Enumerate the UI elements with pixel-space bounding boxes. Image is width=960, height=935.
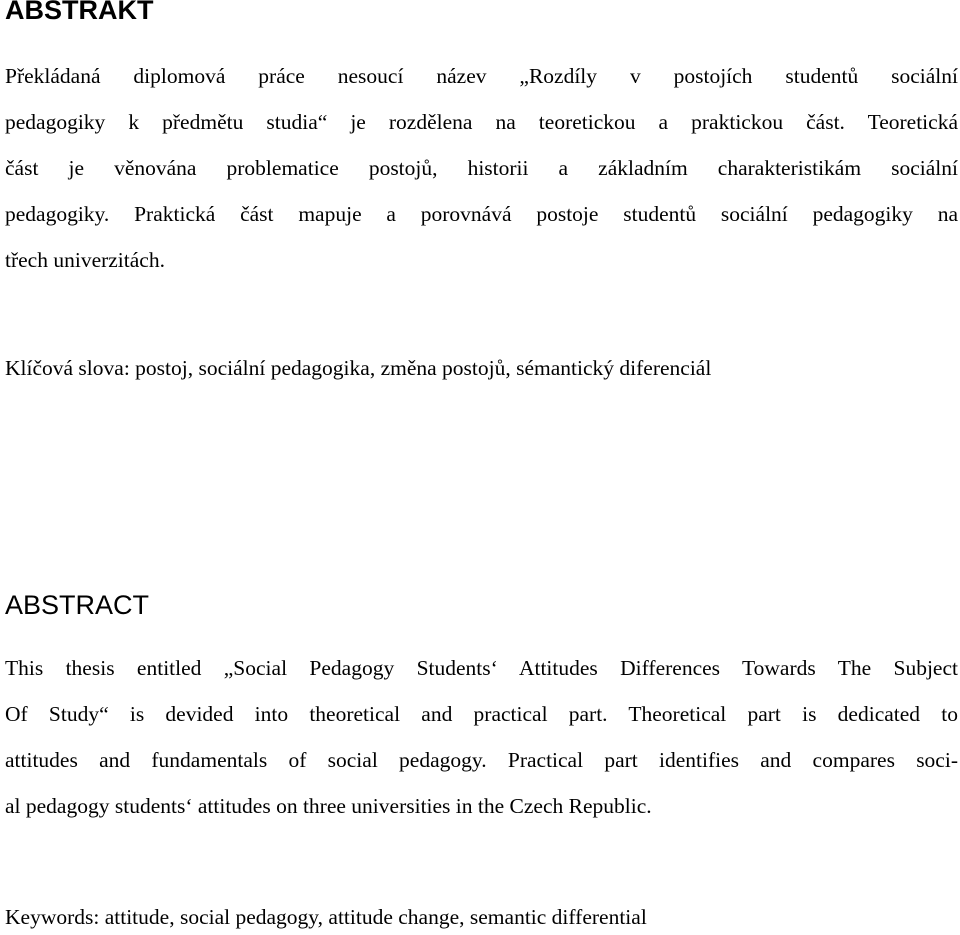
- paragraph-line: pedagogiky k předmětu studia“ je rozdělena na teoretickou a praktickou část. Teoretická: [5, 110, 958, 134]
- czech-abstract-paragraph: [5, 53, 958, 283]
- paragraph-line: Překládaná diplomová práce nesoucí název „Rozdíly v postojích studentů sociální: [5, 64, 958, 88]
- english-abstract-heading: ABSTRACT: [5, 590, 150, 620]
- paragraph-line: attitudes and fundamentals of social pedagogy. Practical part identifies and compares soci-: [5, 748, 958, 772]
- czech-abstract-heading: ABSTRAKT: [5, 0, 154, 25]
- paragraph-line: al pedagogy students‘ attitudes on three universities in the Czech Republic.: [5, 794, 652, 818]
- paragraph-line: This thesis entitled „Social Pedagogy Students‘ Attitudes Differences Towards The Subject: [5, 656, 958, 680]
- paragraph-line: část je věnována problematice postojů, historii a základním charakteristikám sociální: [5, 156, 958, 180]
- paragraph-line: třech univerzitách.: [5, 248, 165, 272]
- paragraph-line: pedagogiky. Praktická část mapuje a porovnává postoje studentů sociální pedagogiky na: [5, 202, 958, 226]
- paragraph-line: Of Study“ is devided into theoretical and practical part. Theoretical part is dedicated to: [5, 702, 958, 726]
- czech-keywords: Klíčová slova: postoj, sociální pedagogika, změna postojů, sémantický diferenciál: [5, 356, 712, 380]
- english-keywords: Keywords: attitude, social pedagogy, attitude change, semantic differential: [5, 905, 647, 929]
- english-abstract-paragraph: [5, 645, 958, 829]
